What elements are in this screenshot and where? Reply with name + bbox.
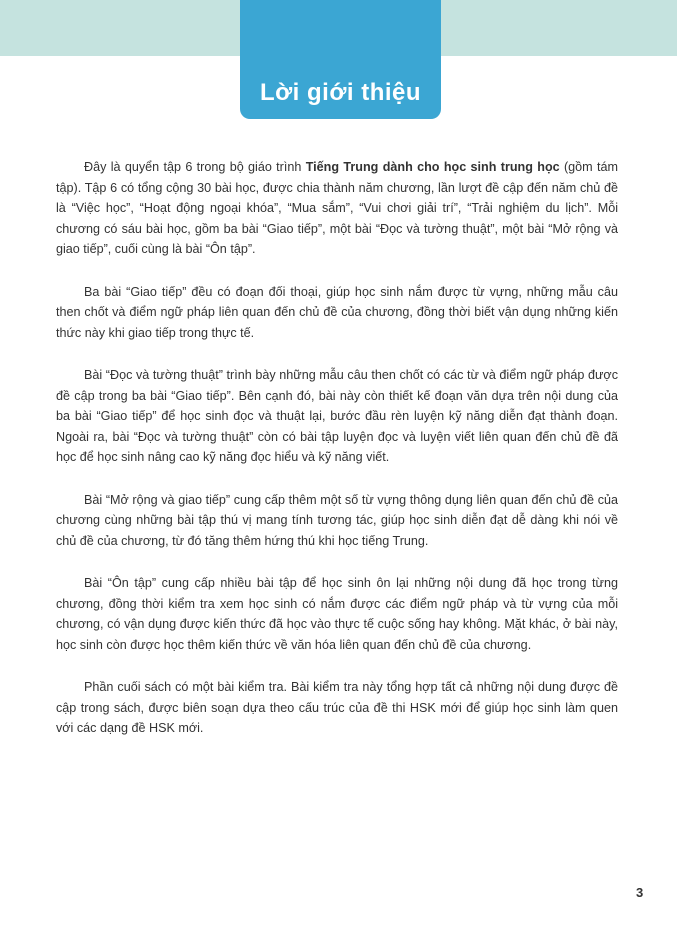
paragraph-3: Bài “Đọc và tường thuật” trình bày những mẫu câu then chốt có các từ và điểm ngữ pháp được đề cập trong ba bài “Giao tiếp”. Bên cạnh đó, bài này còn thiết kế đoạn văn dựa trên nội dung của ba bài “Giao tiếp” để học sinh đọc và thuật lại, bước đầu rèn luyện kỹ năng diễn đạt thành đoạn. Ngoài ra, bài “Đọc và tường thuật” còn có bài tập luyện đọc và luyện viết liên quan đến chủ đề đã học để học sinh nâng cao kỹ năng đọc hiểu và kỹ năng viết.: [56, 368, 618, 464]
paragraph-1-rest: (gồm tám tập). Tập 6 có tổng cộng 30 bài học, được chia thành năm chương, lần lượt đề cập đến năm chủ đề là “Việc học”, “Hoạt động ngoại khóa”, “Mua sắm”, “Vui chơi giải trí”, “Trải nghiệm du lịch”. Mỗi chương có sáu bài học, gồm ba bài “Giao tiếp”, một bài “Đọc và tường thuật”, một bài “Mở rộng và giao tiếp”, cuối cùng là bài “Ôn tập”.: [56, 160, 618, 256]
paragraph-4: Bài “Mở rộng và giao tiếp” cung cấp thêm một số từ vựng thông dụng liên quan đến chủ đề của chương cùng những bài tập thú vị mang tính tương tác, giúp học sinh diễn đạt dễ dàng khi nói về chủ đề của chương, từ đó tăng thêm hứng thú khi học tiếng Trung.: [56, 492, 618, 548]
page-number: 3: [636, 885, 644, 900]
paragraph-1-lead: Đây là quyển tập 6 trong bộ giáo trình: [84, 160, 306, 174]
paragraph-5: Bài “Ôn tập” cung cấp nhiều bài tập để học sinh ôn lại những nội dung đã học trong từng chương, đồng thời kiểm tra xem học sinh có nắm được các điểm ngữ pháp và từ vựng của mỗi chương, có vận dụng được kiến thức đã học vào thực tế cuộc sống hay không. Mặt khác, ở bài này, học sinh còn được học thêm kiến thức về văn hóa liên quan đến chủ đề của chương.: [56, 576, 618, 652]
paragraph-1: [56, 157, 618, 260]
paragraph-1-bold: Tiếng Trung dành cho học sinh trung học: [305, 160, 560, 174]
paragraph-2: Ba bài “Giao tiếp” đều có đoạn đối thoại, giúp học sinh nắm được từ vựng, những mẫu câu then chốt và điểm ngữ pháp liên quan đến chủ đề của chương, đồng thời biết vận dụng những kiến thức này khi giao tiếp trong thực tế.: [56, 284, 618, 340]
paragraph-6: Phần cuối sách có một bài kiểm tra. Bài kiểm tra này tổng hợp tất cả những nội dung được đề cập trong sách, được biên soạn dựa theo cấu trúc của đề thi HSK mới để giúp học sinh làm quen với các dạng đề HSK mới.: [56, 680, 618, 735]
content: [56, 157, 618, 761]
page-title: Lời giới thiệu: [259, 79, 422, 106]
title-box: [240, 0, 441, 119]
